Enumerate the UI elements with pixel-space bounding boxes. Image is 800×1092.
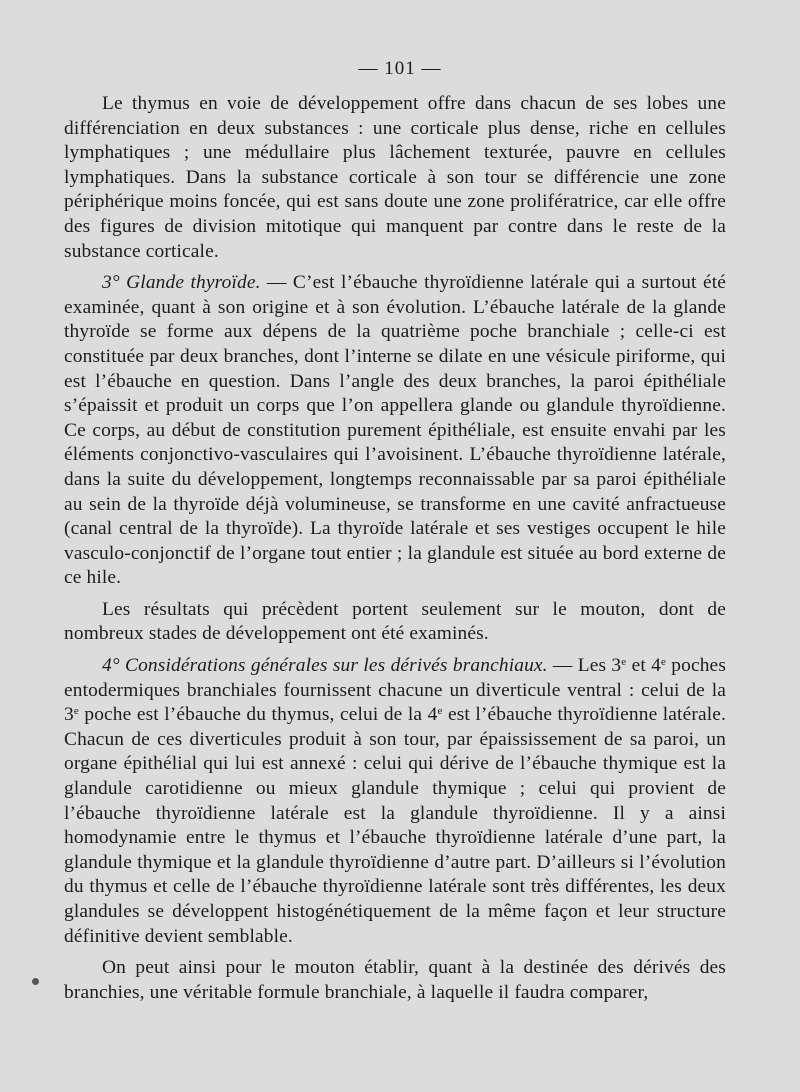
paragraph-thyroid-body: — C’est l’ébauche thyroïdienne latérale qui a surtout été examinée, quant à son origine et à son évolution. L’ébauche latérale de la glande thyroïde se forme aux dépens de la quatrième poche branchiale ; celle-ci est constituée par deux branches, dont l’interne se dilate en une vésicule piriforme, qui est l’ébauche en question. Dans l’angle des deux branches, la paroi épithéliale s’épaissit et produit un corps que l’on appellera glande ou glandule thyroïdienne. Ce corps, au début de constitution purement épithéliale, est ensuite envahi par les éléments conjonctivo-vasculaires qui l’avoisinent. L’ébauche thyroïdienne latérale, dans la suite du développement, longtemps reconnaissable par sa paroi épithéliale au sein de la thyroïde déjà volumineuse, se transforme en une cavité anfractueuse (canal central de la thyroïde). La thyroïde latérale et ses vestiges occupent le hile vasculo-conjonctif de l’organe tout entier ; la glandule est située au bord externe de ce hile.	[64, 272, 727, 589]
paragraph-considerations-body: — Les 3e et 4e poches entodermiques branchiales fournissent chacune un diverticule ventral : celui de la 3e poche est l’ébauche du thymus, celui de la 4e est l’ébauche thyroïdienne latérale. Chacun de ces diverticules produit à son tour, par épaississement de sa paroi, un organe épithélial qui lui est annexé : celui qui dérive de l’ébauche thymique est la glandule carotidienne ou mieux glandule thymique ; celui qui provient de l’ébauche thyroïdienne latérale est la glandule thyroïdienne. Il y a ainsi homodynamie entre le thymus et l’ébauche thyroïdienne latérale d’une part, la glandule thymique et la glandule thyroïdienne d’autre part. D’ailleurs si l’évolution du thymus et celle de l’ébauche thyroïdienne latérale sont très différentes, les deux glandules se développent histogénétiquement de la même façon et leur structure définitive devient semblable.	[64, 655, 727, 947]
section-heading-considerations: 4° Considérations générales sur les dérivés branchiaux.	[102, 655, 548, 677]
paragraph-thyroid	[64, 271, 726, 591]
page-number: — 101 —	[358, 58, 442, 79]
margin-dot	[32, 978, 39, 985]
body-text	[64, 92, 726, 1012]
paragraph-thymus: Le thymus en voie de développement offre dans chacun de ses lobes une différenciation en deux substances : une corticale plus dense, riche en cellules lymphatiques ; une médullaire plus lâchement texturée, pauvre en cellules lymphatiques. Dans la substance corticale à son tour se différencie une zone périphérique moins foncée, qui est sans doute une zone prolifératrice, car elle offre des figures de division mitotique qui manquent par contre dans le reste de la substance corticale.	[64, 93, 726, 262]
section-heading-thyroid: 3° Glande thyroïde.	[102, 272, 261, 294]
paragraph-formula: On peut ainsi pour le mouton établir, quant à la destinée des dérivés des branchies, une véritable formule branchiale, à laquelle il faudra comparer,	[64, 957, 726, 1003]
paragraph-considerations	[64, 654, 726, 949]
paragraph-results: Les résultats qui précèdent portent seulement sur le mouton, dont de nombreux stades de développement ont été examinés.	[64, 598, 726, 645]
